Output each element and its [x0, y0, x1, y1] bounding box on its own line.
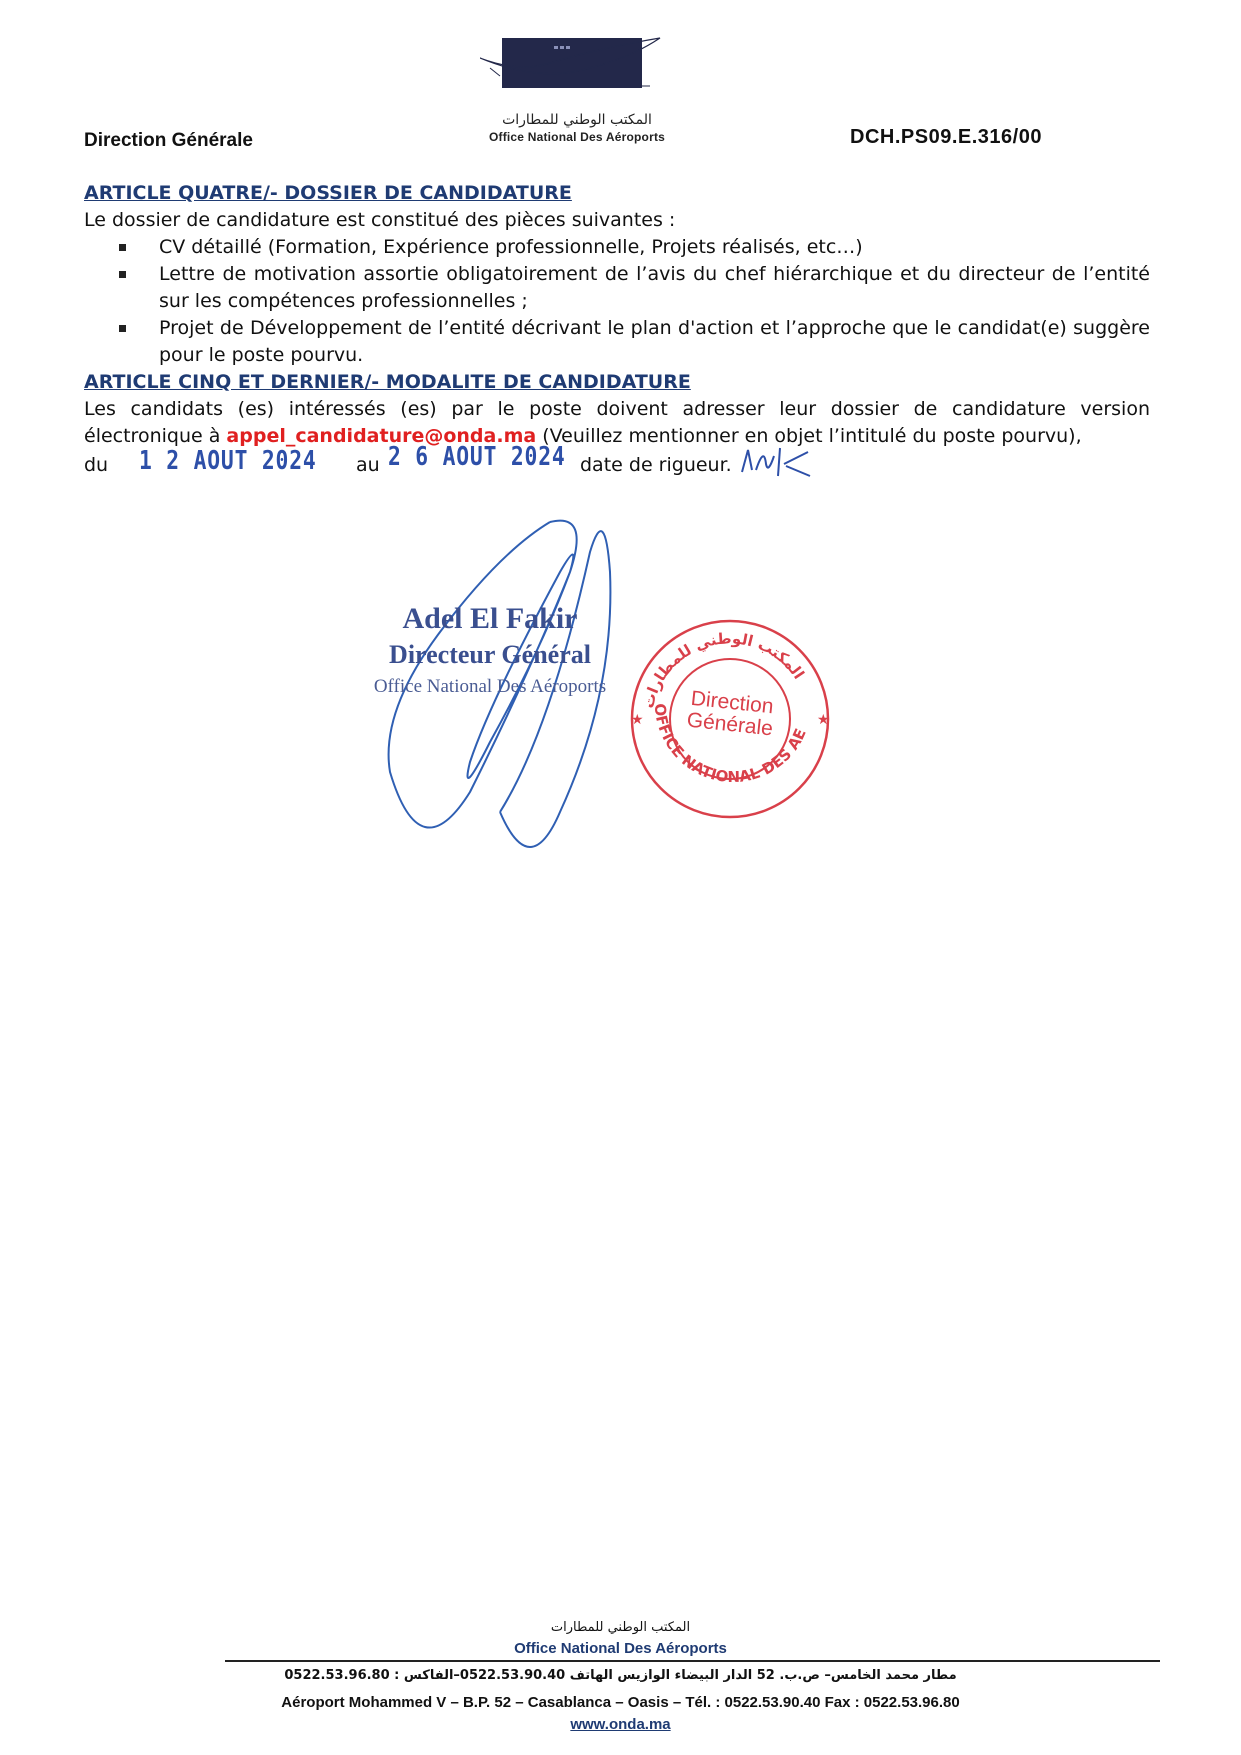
application-email-link[interactable]: appel_candidature@onda.ma	[226, 425, 537, 447]
official-seal	[625, 614, 835, 824]
document-body	[84, 180, 1150, 486]
footer-arabic-address: مطار محمد الخامس– ص.ب. 52 الدار البيضاء الوازيس الهاتف 0522.53.90.40–الفاكس : 0522.53.96.80	[284, 1668, 957, 1683]
date-to-label: au	[356, 454, 380, 476]
article4-intro: Le dossier de candidature est constitué des pièces suivantes :	[84, 209, 676, 231]
signature-block	[330, 600, 650, 702]
article5-text: Les candidats (es) intéressés (es) par le poste doivent adresser leur dossier de candidature version électronique à appel_candidature@onda.ma (Veuillez mentionner en objet l’intitulé du poste pourvu),	[84, 398, 1150, 447]
list-item: Lettre de motivation assortie obligatoirement de l’avis du chef hiérarchique et du directeur de l’entité sur les compétences professionnelles ;	[159, 261, 1150, 315]
list-item: Projet de Développement de l’entité décrivant le plan d'action et l’approche que le candidat(e) suggère pour le poste pourvu.	[159, 315, 1150, 369]
article4-title: ARTICLE QUATRE/- DOSSIER DE CANDIDATURE	[84, 182, 572, 204]
bullet-icon	[119, 244, 126, 251]
signatory-organization: Office National Des Aéroports	[373, 676, 607, 697]
signatory-name: Adel El Fakir	[402, 602, 578, 635]
bullet-icon	[119, 271, 126, 278]
date-range-line	[84, 442, 1150, 486]
footer-address: Aéroport Mohammed V – B.P. 52 – Casablanca – Oasis – Tél. : 0522.53.90.40 Fax : 0522.53.96.80	[281, 1694, 960, 1711]
seal-star-icon: ★	[631, 711, 644, 727]
logo-french-text: Office National Des Aéroports	[488, 130, 666, 144]
date-suffix: date de rigueur.	[580, 454, 732, 476]
footer-website-link[interactable]: www.onda.ma	[570, 1716, 671, 1733]
article5-title: ARTICLE CINQ ET DERNIER/- MODALITE DE CANDIDATURE	[84, 371, 691, 393]
seal-star-icon: ★	[817, 711, 830, 727]
seal-ring-french: OFFICE NATIONAL DES AE	[650, 702, 810, 787]
date-end-stamp: 2 6 AOUT 2024	[388, 442, 566, 472]
signatory-title: Directeur Général	[389, 640, 591, 669]
footer-organization: Office National Des Aéroports	[514, 1640, 727, 1657]
seal-center-text: Direction Générale	[685, 686, 775, 741]
initials-icon	[738, 444, 818, 480]
bullet-icon	[119, 325, 126, 332]
logo-arabic-text: المكتب الوطني للمطارات	[502, 112, 652, 128]
document-reference: DCH.PS09.E.316/00	[850, 126, 1042, 148]
footer-arabic-name: المكتب الوطني للمطارات	[550, 1620, 691, 1635]
header-department: Direction Générale	[84, 130, 253, 151]
footer-divider	[225, 1660, 1160, 1662]
required-documents-list	[84, 234, 1150, 369]
date-start-stamp: 1 2 AOUT 2024	[139, 446, 317, 476]
handwritten-signature-icon	[380, 512, 640, 902]
seal-ring-arabic: المكتب الوطني للمطارات	[639, 629, 808, 711]
date-from-label: du	[84, 454, 109, 476]
list-item: CV détaillé (Formation, Expérience professionnelle, Projets réalisés, etc…)	[159, 234, 1150, 261]
